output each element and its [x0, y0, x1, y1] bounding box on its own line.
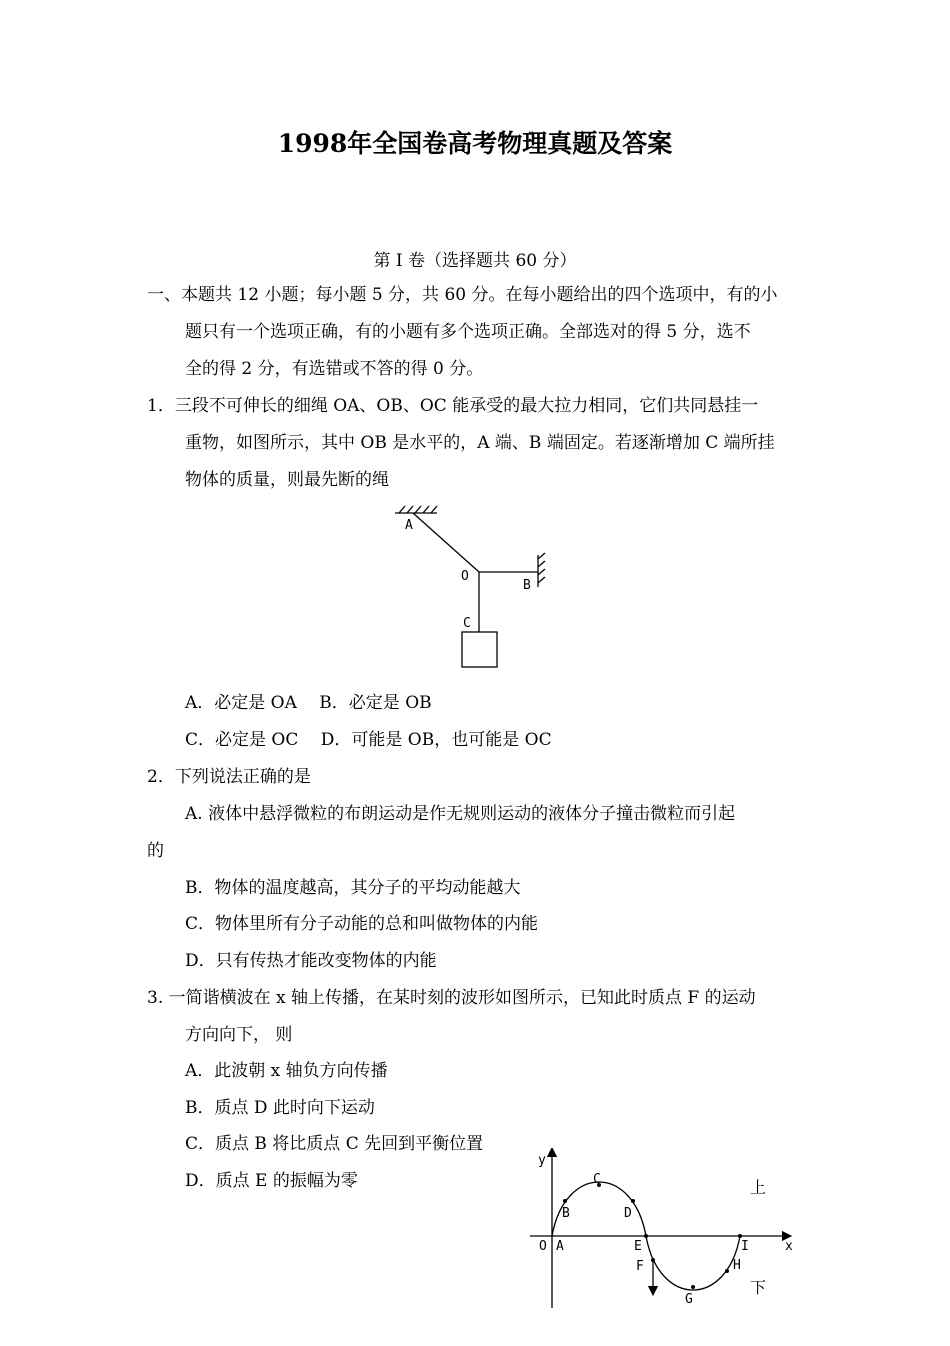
- point-i: [738, 1234, 742, 1238]
- instructions-line-1: 一、本题共 12 小题；每小题 5 分，共 60 分。在每小题给出的四个选项中，有的小: [147, 285, 778, 305]
- point-d: [631, 1199, 635, 1203]
- q2-option-a-line-1: A. 液体中悬浮微粒的布朗运动是作无规则运动的液体分子撞击微粒而引起: [185, 804, 736, 824]
- hanging-weight: [462, 632, 497, 667]
- label-y: y: [538, 1153, 546, 1168]
- label-up: 上: [750, 1178, 767, 1197]
- q3-option-d: D．质点 E 的振幅为零: [185, 1171, 358, 1191]
- point-g: [691, 1285, 695, 1289]
- q3-option-c: C．质点 B 将比质点 C 先回到平衡位置: [185, 1134, 484, 1154]
- q3-stem-line-2: 方向向下， 则: [185, 1025, 293, 1045]
- instructions-line-2: 题只有一个选项正确，有的小题有多个选项正确。全部选对的得 5 分，选不: [185, 322, 751, 342]
- q1-stem-line-2: 重物，如图所示，其中 OB 是水平的，A 端、B 端固定。若逐渐增加 C 端所挂: [185, 433, 775, 453]
- q1-rope-figure: [395, 503, 560, 675]
- point-b: [563, 1199, 567, 1203]
- q3-option-a: A．此波朝 x 轴负方向传播: [185, 1061, 388, 1081]
- q1-options-line-2: C．必定是 OC D．可能是 OB，也可能是 OC: [185, 730, 552, 750]
- q1-options-line-1: A．必定是 OA B．必定是 OB: [185, 693, 432, 713]
- point-h: [725, 1269, 729, 1273]
- q1-stem-line-3: 物体的质量，则最先断的绳: [185, 470, 389, 490]
- label-d: D: [624, 1206, 632, 1221]
- q3-option-b: B．质点 D 此时向下运动: [185, 1098, 375, 1118]
- page-title: 1998年全国卷高考物理真题及答案: [277, 129, 673, 158]
- section-heading: 第 I 卷（选择题共 60 分）: [373, 251, 577, 271]
- q1-stem-line-1: 1．三段不可伸长的细绳 OA、OB、OC 能承受的最大拉力相同，它们共同悬挂一: [147, 396, 759, 416]
- q2-option-b: B．物体的温度越高，其分子的平均动能越大: [185, 878, 521, 898]
- point-f: [651, 1258, 655, 1262]
- label-e: E: [634, 1239, 642, 1254]
- rope-oa: [413, 513, 479, 572]
- label-o: O: [461, 569, 469, 584]
- q2-option-a-line-2: 的: [147, 841, 164, 861]
- q2-option-c: C．物体里所有分子动能的总和叫做物体的内能: [185, 914, 539, 934]
- label-c: C: [593, 1172, 601, 1187]
- label-b: B: [562, 1206, 570, 1221]
- label-g: G: [685, 1292, 693, 1307]
- instructions-line-3: 全的得 2 分，有选错或不答的得 0 分。: [185, 359, 484, 379]
- q3-stem-line-1: 3. 一简谐横波在 x 轴上传播，在某时刻的波形如图所示，已知此时质点 F 的运动: [147, 988, 756, 1008]
- q2-option-d: D．只有传热才能改变物体的内能: [185, 951, 437, 971]
- label-down: 下: [750, 1278, 767, 1297]
- label-a: A: [556, 1239, 564, 1254]
- label-h: H: [733, 1258, 741, 1273]
- label-i: I: [741, 1239, 749, 1254]
- q2-stem: 2．下列说法正确的是: [147, 767, 311, 787]
- point-e: [644, 1234, 648, 1238]
- q3-wave-figure: [525, 1148, 805, 1313]
- label-c: C: [463, 616, 471, 631]
- label-a: A: [405, 518, 413, 533]
- label-f: F: [636, 1259, 644, 1274]
- label-b: B: [523, 578, 531, 593]
- label-o: O: [539, 1239, 547, 1254]
- label-x: x: [785, 1239, 793, 1254]
